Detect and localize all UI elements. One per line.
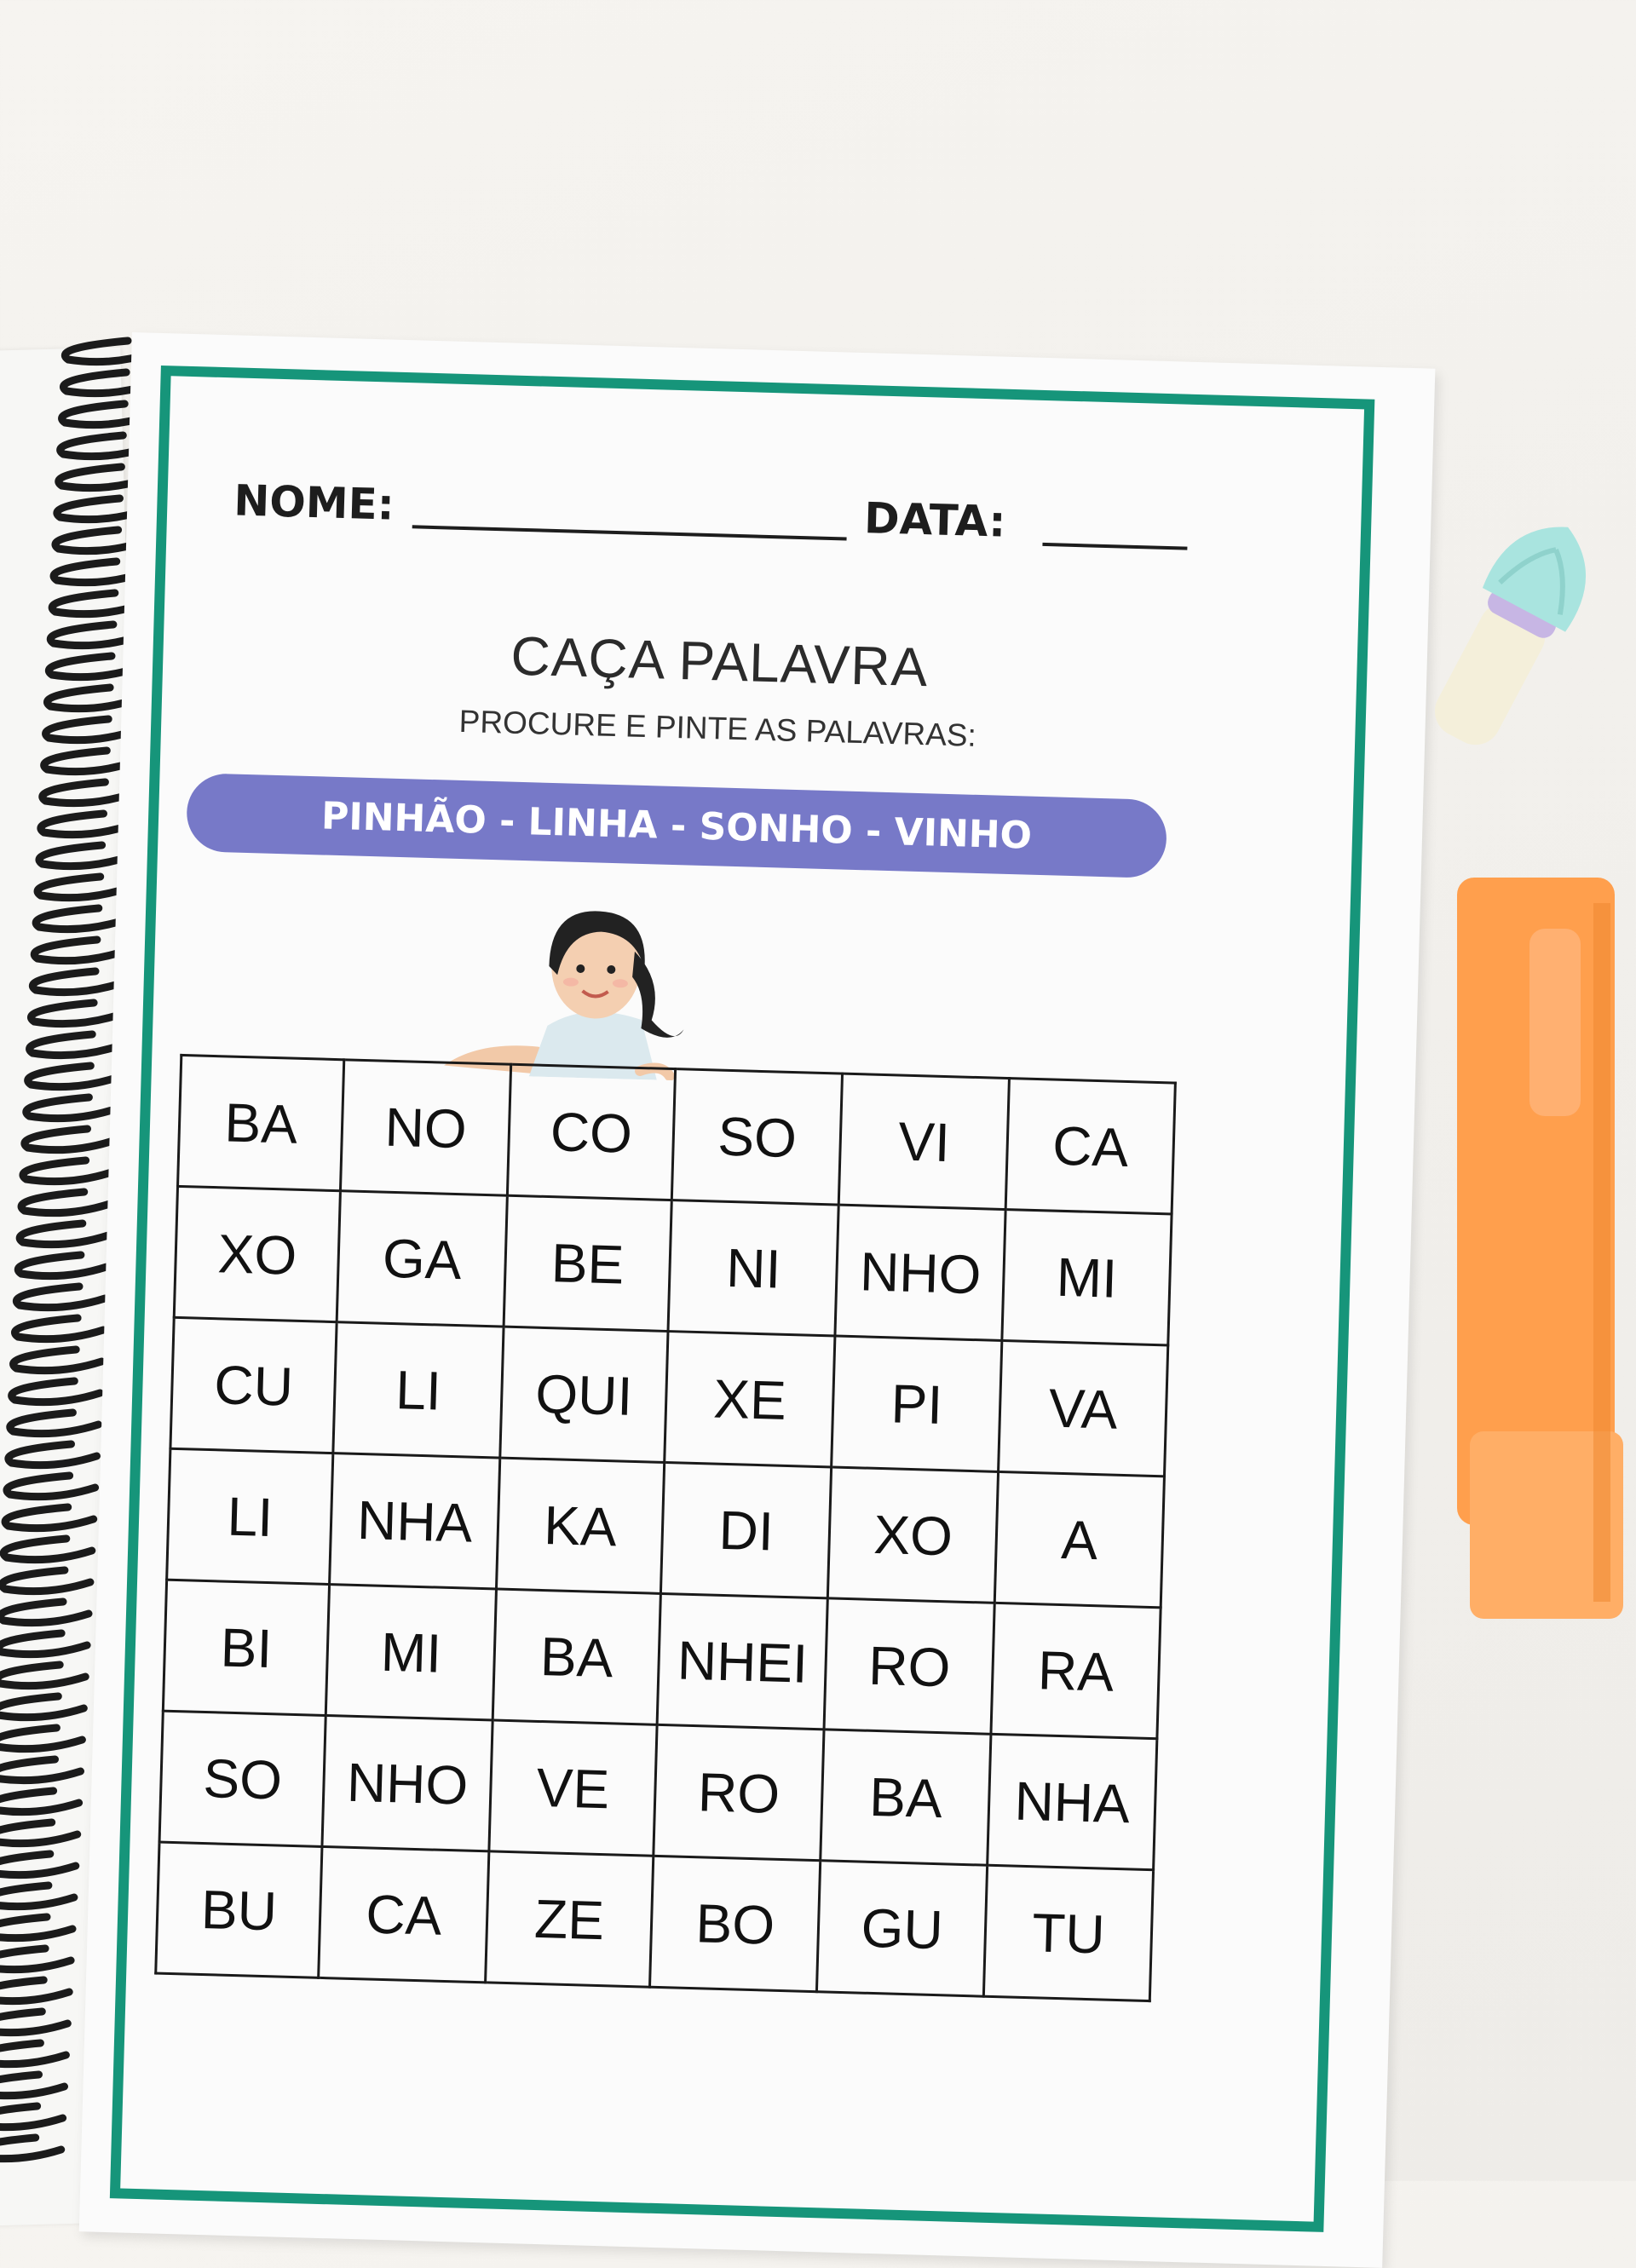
spiral-loop [0, 1665, 85, 1686]
spiral-loop [14, 1350, 102, 1371]
grid-cell: BO [650, 1856, 821, 1991]
grid-row [156, 1842, 1154, 2001]
spiral-loop [0, 1791, 79, 1812]
grid-cell: BA [178, 1055, 345, 1190]
spiral-loop [39, 845, 128, 866]
grid-cell: CA [319, 1846, 489, 1982]
spiral-loop [31, 1003, 119, 1024]
spiral-loop [0, 2075, 65, 2096]
spiral-loop [43, 782, 131, 803]
spiral-loop [25, 1129, 113, 1150]
grid-cell: RO [824, 1598, 994, 1734]
grid-cell: NHA [988, 1734, 1157, 1869]
grid-cell: SO [671, 1069, 843, 1205]
spiral-loop [0, 2138, 61, 2159]
grid-cell: KA [496, 1458, 664, 1593]
grid-cell: MI [326, 1585, 497, 1720]
spiral-loop [18, 1255, 107, 1276]
grid-cell: CU [170, 1317, 337, 1453]
grid-cell: XO [174, 1186, 341, 1321]
spiral-loop [32, 971, 121, 993]
grid-cell: BU [156, 1842, 323, 1977]
spiral-loop [0, 1633, 87, 1655]
grid-cell: CA [1005, 1079, 1175, 1214]
spiral-loop [28, 1066, 117, 1087]
grid-cell: GA [337, 1191, 508, 1327]
spiral-loop [0, 1728, 82, 1749]
spiral-loop [0, 1696, 84, 1718]
date-line [1042, 543, 1187, 550]
grid-cell: SO [159, 1711, 326, 1846]
grid-cell: RO [654, 1724, 825, 1860]
page-subtitle: PROCURE E PINTE AS PALAVRAS: [458, 703, 977, 753]
spiral-loop [10, 1413, 99, 1434]
grid-cell: QUI [500, 1327, 668, 1462]
orange-highlighter-icon [1449, 878, 1627, 1627]
spiral-loop [3, 1539, 92, 1560]
spiral-loop [26, 1097, 115, 1119]
word-search-grid [154, 1054, 1177, 2002]
grid-cell: TU [983, 1865, 1153, 2000]
grid-cell: LI [167, 1448, 334, 1584]
spiral-loop [34, 940, 123, 961]
spiral-loop [41, 814, 130, 835]
grid-cell: NHO [835, 1205, 1005, 1340]
page-title: CAÇA PALAVRA [510, 625, 930, 699]
spiral-loop [5, 1507, 94, 1528]
grid-cell: BA [493, 1589, 660, 1724]
grid-cell: PI [832, 1336, 1002, 1471]
ice-cream-eraser-icon [1397, 511, 1619, 750]
grid-cell: VI [839, 1074, 1010, 1209]
spiral-loop [0, 1602, 89, 1623]
grid-cell: NHA [330, 1453, 500, 1589]
spiral-loop [0, 1885, 74, 1907]
grid-cell: RA [991, 1603, 1161, 1738]
grid-cell: NI [668, 1200, 839, 1336]
spiral-loop [30, 1034, 118, 1056]
word-list-text: PINHÃO - LINHA - SONHO - VINHO [320, 793, 1033, 858]
grid-cell: VA [999, 1340, 1168, 1476]
grid-cell: DI [660, 1462, 832, 1597]
spiral-loop [20, 1223, 108, 1245]
grid-cell: A [994, 1471, 1164, 1607]
spiral-loop [7, 1476, 95, 1497]
grid-cell: MI [1002, 1210, 1172, 1345]
spiral-loop [0, 1949, 71, 1970]
spiral-loop [2, 1570, 90, 1592]
grid-cell: ZE [485, 1851, 653, 1987]
spiral-loop [16, 1287, 105, 1308]
girl-peeking-icon [427, 895, 747, 1082]
spiral-loop [0, 1917, 72, 1938]
spiral-loop [36, 908, 124, 930]
spiral-loop [9, 1444, 97, 1465]
grid-cell: BE [504, 1195, 671, 1331]
spiral-loop [0, 1854, 76, 1875]
spiral-loop [0, 1980, 69, 2001]
grid-cell: BI [163, 1580, 330, 1715]
grid-cell: NHO [322, 1715, 493, 1851]
grid-cell: GU [817, 1861, 988, 1996]
spiral-loop [23, 1160, 112, 1182]
spiral-loop [0, 2012, 67, 2033]
spiral-loop [0, 2043, 66, 2064]
grid-cell: VE [489, 1720, 657, 1856]
spiral-loop [37, 877, 126, 898]
spiral-loop [0, 1822, 78, 1844]
spiral-loop [21, 1192, 110, 1213]
grid-cell: CO [507, 1064, 675, 1200]
grid-cell: NHEI [657, 1593, 828, 1729]
grid-cell: XO [828, 1467, 999, 1603]
spiral-loop [12, 1381, 101, 1402]
grid-cell: BA [821, 1730, 991, 1865]
spiral-loop [0, 1759, 81, 1781]
grid-cell: NO [341, 1060, 511, 1195]
date-label: DATA: [863, 493, 1007, 547]
spiral-loop [14, 1318, 103, 1339]
name-label: NOME: [233, 475, 395, 530]
grid-cell: LI [333, 1322, 504, 1458]
grid-cell: XE [665, 1332, 836, 1467]
spiral-loop [0, 2106, 63, 2127]
worksheet-page [79, 332, 1436, 2268]
